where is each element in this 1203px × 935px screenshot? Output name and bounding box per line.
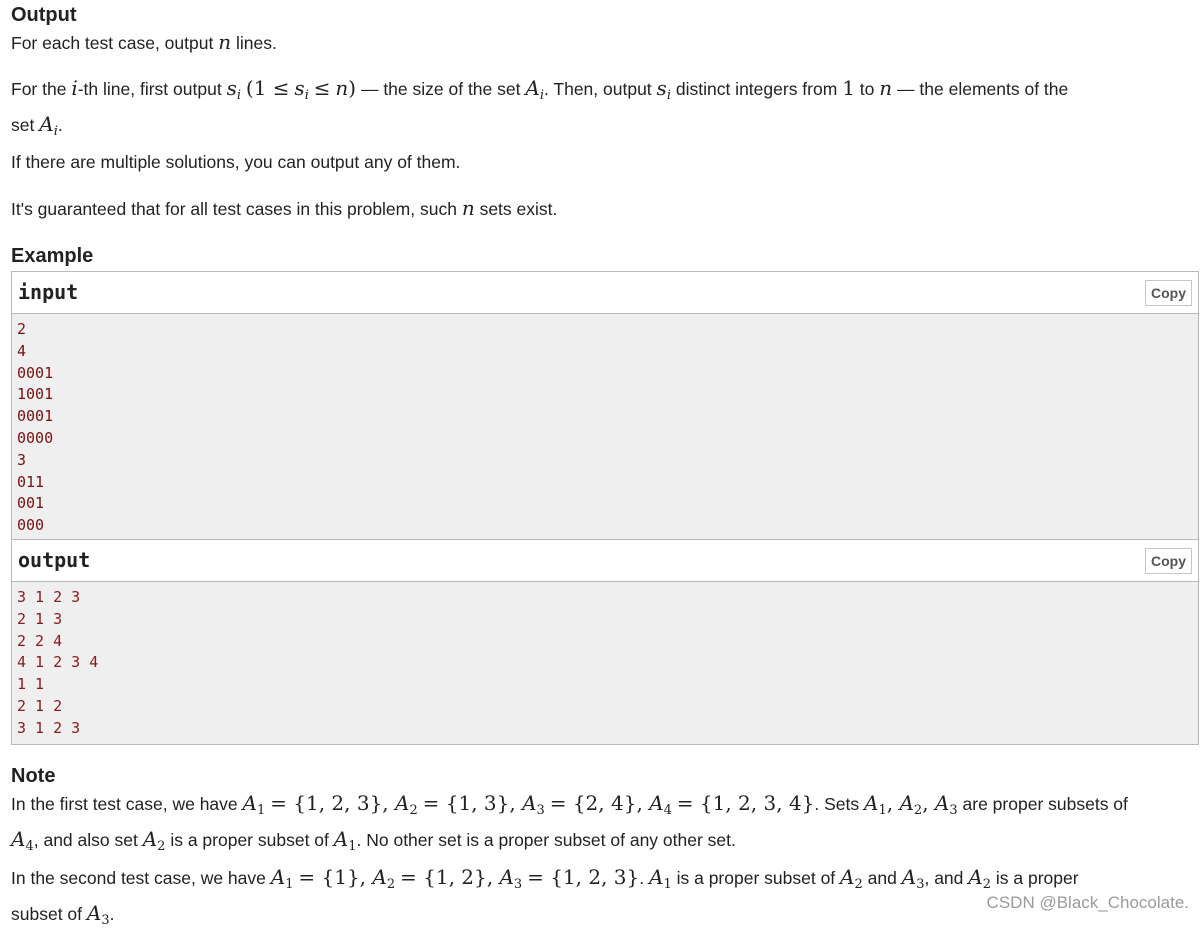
example-title: Example	[11, 245, 94, 267]
input-line: 0000	[17, 428, 54, 447]
input-line: 0001	[17, 363, 54, 382]
input-line: 1001	[17, 385, 54, 404]
output-paragraph-4: It's guaranteed that for all test cases in this problem, such n sets exist.	[11, 196, 558, 220]
copy-input-button[interactable]: Copy	[1145, 280, 1192, 306]
input-line: 000	[17, 516, 45, 535]
output-section	[11, 3, 77, 27]
note-title: Note	[11, 765, 56, 787]
output-line: 2 1 2	[17, 696, 63, 715]
output-line: 2 1 3	[17, 609, 63, 628]
output-title: Output	[11, 4, 77, 26]
output-line: 1 1	[17, 675, 45, 694]
output-paragraph-3: If there are multiple solutions, you can output any of them.	[11, 152, 461, 172]
output-line: 4 1 2 3 4	[17, 653, 99, 672]
input-label: input	[12, 272, 1198, 314]
output-line: 3 1 2 3	[17, 718, 81, 737]
note-paragraph-2: In the second test case, we have $A_1 = \{1\}$, $A_2 = \{1$, 2}, $A_3 = \{1$, 2, 3}. $A_1$ is a proper subset of $A_2$ and $A_3$, and $A_2$ is a proper subset of $A_3$.	[11, 865, 1079, 928]
watermark: CSDN @Black_Chocolate.	[986, 893, 1189, 912]
note-paragraph-1: In the first test case, we have $A_1 = \{1$, 2, 3}, $A_2 = \{1$, 3}, $A_3 = \{2$, 4}, $A_4 = \{1$, 2, 3, 4}. Sets $A_1$, $A_2$, $A_3$ are proper subsets of $A_4$, and also set $A_2$ is a proper subset of $A_1$. No other set is a proper subset of any other set.	[11, 791, 1128, 854]
input-line: 2	[17, 320, 27, 338]
copy-output-button[interactable]: Copy	[1145, 548, 1192, 574]
output-label: output	[12, 540, 1198, 582]
input-content[interactable]	[12, 314, 1198, 541]
input-line: 3	[17, 450, 27, 469]
output-line: 2 2 4	[17, 631, 63, 650]
output-paragraph-2: For the i-th line, first output $s_i$ $(1 \le s_i \le n)$ — the size of the set $A_i$. Then, output $s_i$ distinct integers from 1 to n — the elements of the set $A_i$.	[11, 76, 1069, 139]
input-line: 001	[17, 494, 45, 513]
output-line: 3 1 2 3	[17, 588, 81, 606]
input-line: 011	[17, 472, 45, 491]
output-content[interactable]	[12, 582, 1198, 744]
example-input-box	[11, 271, 1199, 542]
example-output-box	[11, 539, 1199, 745]
output-paragraph-1: For each test case, output n lines.	[11, 30, 277, 54]
input-line: 0001	[17, 407, 54, 426]
input-line: 4	[17, 341, 27, 360]
